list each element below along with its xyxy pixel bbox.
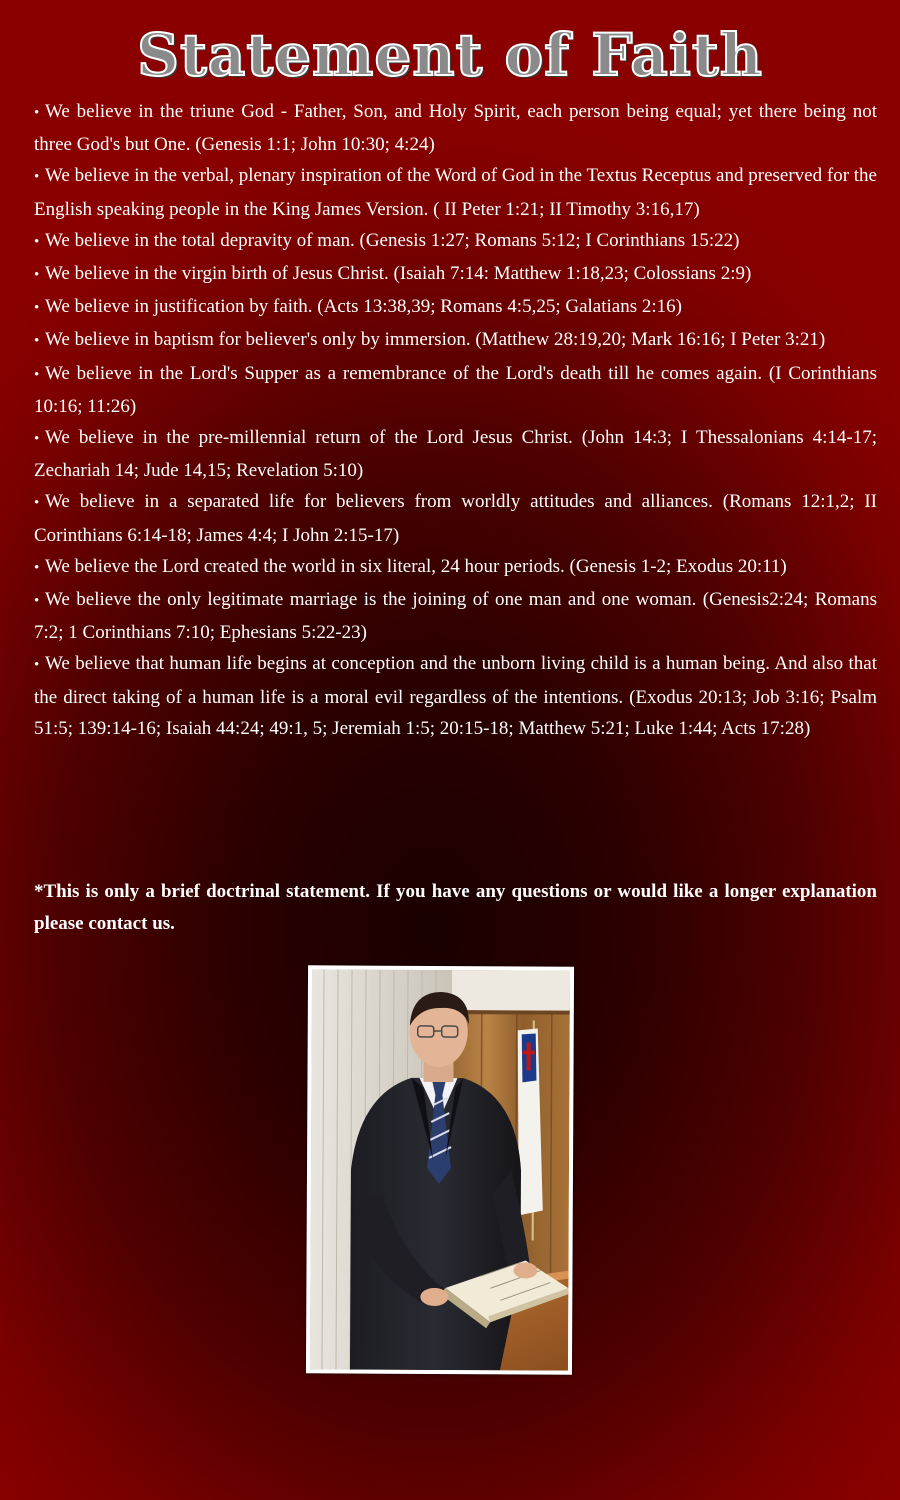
- pastor-photo: [310, 969, 570, 1370]
- belief-item: [34, 486, 877, 550]
- belief-item: [34, 358, 877, 422]
- pastor-reading-bible-image: [310, 969, 570, 1370]
- belief-text: We believe in the total depravity of man. (Genesis 1:27; Romans 5:12; I Corinthians 15:22): [45, 229, 740, 251]
- beliefs-list: [34, 96, 877, 744]
- bullet-icon: •: [34, 559, 40, 576]
- bullet-icon: •: [34, 431, 40, 448]
- bullet-icon: •: [34, 300, 40, 317]
- belief-item: [34, 584, 877, 648]
- belief-item: [34, 160, 877, 224]
- bullet-icon: •: [34, 593, 40, 610]
- bullet-icon: •: [34, 233, 40, 250]
- belief-text: We believe in the virgin birth of Jesus Christ. (Isaiah 7:14: Matthew 1:18,23; Colossians 2:9): [45, 263, 752, 285]
- belief-item: [34, 551, 877, 584]
- belief-text: We believe in a separated life for believers from worldly attitudes and alliances. (Romans 12:1,2; II Corinthians 6:14-18; James 4:4; I John 2:15-17): [34, 491, 877, 546]
- belief-item: [34, 422, 877, 486]
- doctrinal-note: *This is only a brief doctrinal statement. If you have any questions or would like a longer explanation please contact us.: [34, 881, 877, 934]
- pastor-photo-frame: [306, 965, 574, 1374]
- belief-text: We believe the only legitimate marriage is the joining of one man and one woman. (Genesis2:24; Romans 7:2; 1 Corinthians 7:10; Ephesians 5:22-23): [34, 589, 877, 644]
- bullet-icon: •: [34, 105, 40, 121]
- belief-item: [34, 225, 877, 258]
- belief-item: [34, 96, 877, 160]
- page-title: Statement of Faith: [137, 21, 763, 89]
- belief-text: We believe in the triune God - Father, Son, and Holy Spirit, each person being equal; yet there being not three God's but One. (Genesis 1:1; John 10:30; 4:24): [34, 101, 877, 156]
- belief-text: We believe in the verbal, plenary inspiration of the Word of God in the Textus Receptus and preserved for the English speaking people in the King James Version. ( II Peter 1:21; II Timothy 3:16,17): [34, 165, 877, 220]
- bullet-icon: •: [34, 366, 40, 383]
- belief-text: We believe the Lord created the world in six literal, 24 hour periods. (Genesis 1-2; Exodus 20:11): [45, 555, 787, 577]
- belief-text: We believe in the Lord's Supper as a remembrance of the Lord's death till he comes again. (I Corinthians 10:16; 11:26): [34, 362, 877, 417]
- belief-text: We believe that human life begins at conception and the unborn living child is a human being. And also that the direct taking of a human life is a moral evil regardless of the intentions. (Exodus 20:13; Job 3:16; Psalm 51:5; 139:14-16; Isaiah 44:24; 49:1, 5; Jeremiah 1:5; 20:15-18; Matthew 5:21; Luke 1:44; Acts 17:28): [34, 653, 877, 739]
- belief-text: We believe in baptism for believer's only by immersion. (Matthew 28:19,20; Mark 16:16; I Peter 3:21): [45, 329, 826, 351]
- belief-text: We believe in justification by faith. (Acts 13:38,39; Romans 4:5,25; Galatians 2:16): [45, 296, 682, 318]
- belief-item: [34, 324, 877, 357]
- belief-item: [34, 258, 877, 291]
- bullet-icon: •: [34, 657, 40, 674]
- bullet-icon: •: [34, 333, 40, 350]
- bullet-icon: •: [34, 267, 40, 284]
- bullet-icon: •: [34, 169, 40, 186]
- belief-text: We believe in the pre-millennial return of the Lord Jesus Christ. (John 14:3; I Thessalonians 4:14-17; Zechariah 14; Jude 14,15; Revelation 5:10): [34, 427, 877, 482]
- bullet-icon: •: [34, 495, 40, 512]
- belief-item: [34, 648, 877, 744]
- belief-item: [34, 291, 877, 324]
